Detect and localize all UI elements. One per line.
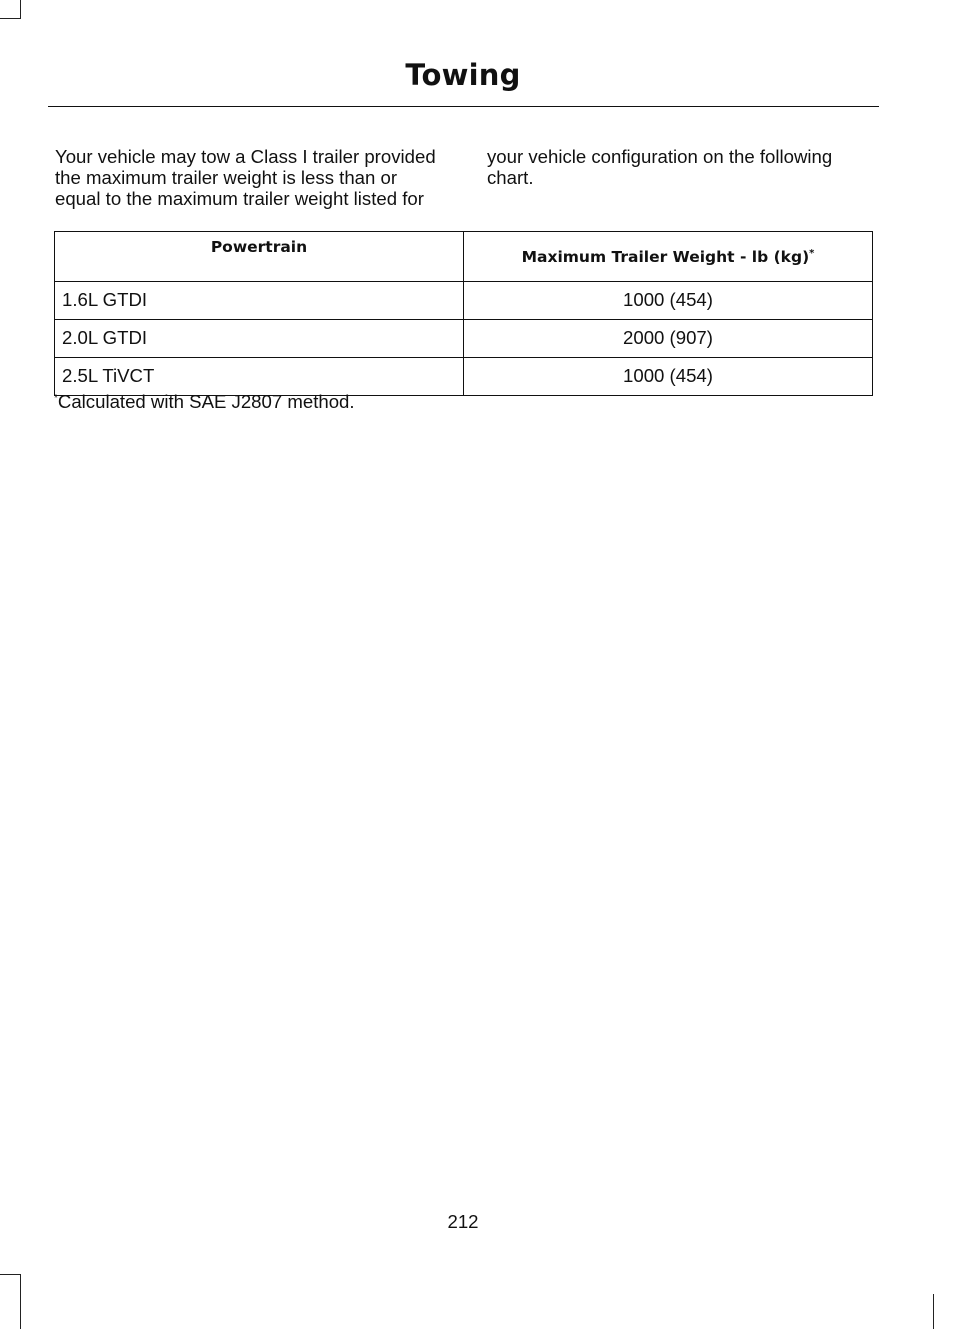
page-number: 212: [447, 1211, 479, 1232]
powertrain-cell: 1.6L GTDI: [55, 282, 464, 320]
table-header-row: [55, 232, 873, 282]
crop-mark-bottom-left-vertical: [20, 1274, 21, 1329]
table-row: [55, 358, 873, 396]
table-footnote: [54, 391, 355, 413]
table-row: [55, 320, 873, 358]
table-row: [55, 282, 873, 320]
footnote-marker: *: [54, 392, 58, 404]
weight-cell: 1000 (454): [464, 358, 873, 396]
intro-paragraph: Your vehicle may tow a Class I trailer provided the maximum trailer weight is less than or equal to the maximum trailer weight listed for your vehicle configuration on the following chart.: [55, 146, 833, 210]
header-max-trailer-weight-label: Maximum Trailer Weight - lb (kg): [521, 247, 810, 266]
towing-weight-table: [54, 231, 873, 396]
header-powertrain: Powertrain: [55, 232, 464, 282]
header-footnote-marker: *: [809, 247, 815, 259]
header-max-trailer-weight: [464, 232, 873, 282]
powertrain-cell: 2.5L TiVCT: [55, 358, 464, 396]
crop-mark-bottom-left-horizontal: [0, 1274, 20, 1275]
weight-cell: 2000 (907): [464, 320, 873, 358]
footnote-text: Calculated with SAE J2807 method.: [57, 391, 355, 412]
crop-mark-top-left-horizontal: [0, 18, 20, 19]
powertrain-cell: 2.0L GTDI: [55, 320, 464, 358]
crop-mark-top-left-vertical: [20, 0, 21, 19]
weight-cell: 1000 (454): [464, 282, 873, 320]
title-divider: [48, 106, 879, 107]
crop-mark-bottom-right-vertical: [933, 1294, 934, 1329]
page-title: Towing: [405, 58, 521, 92]
